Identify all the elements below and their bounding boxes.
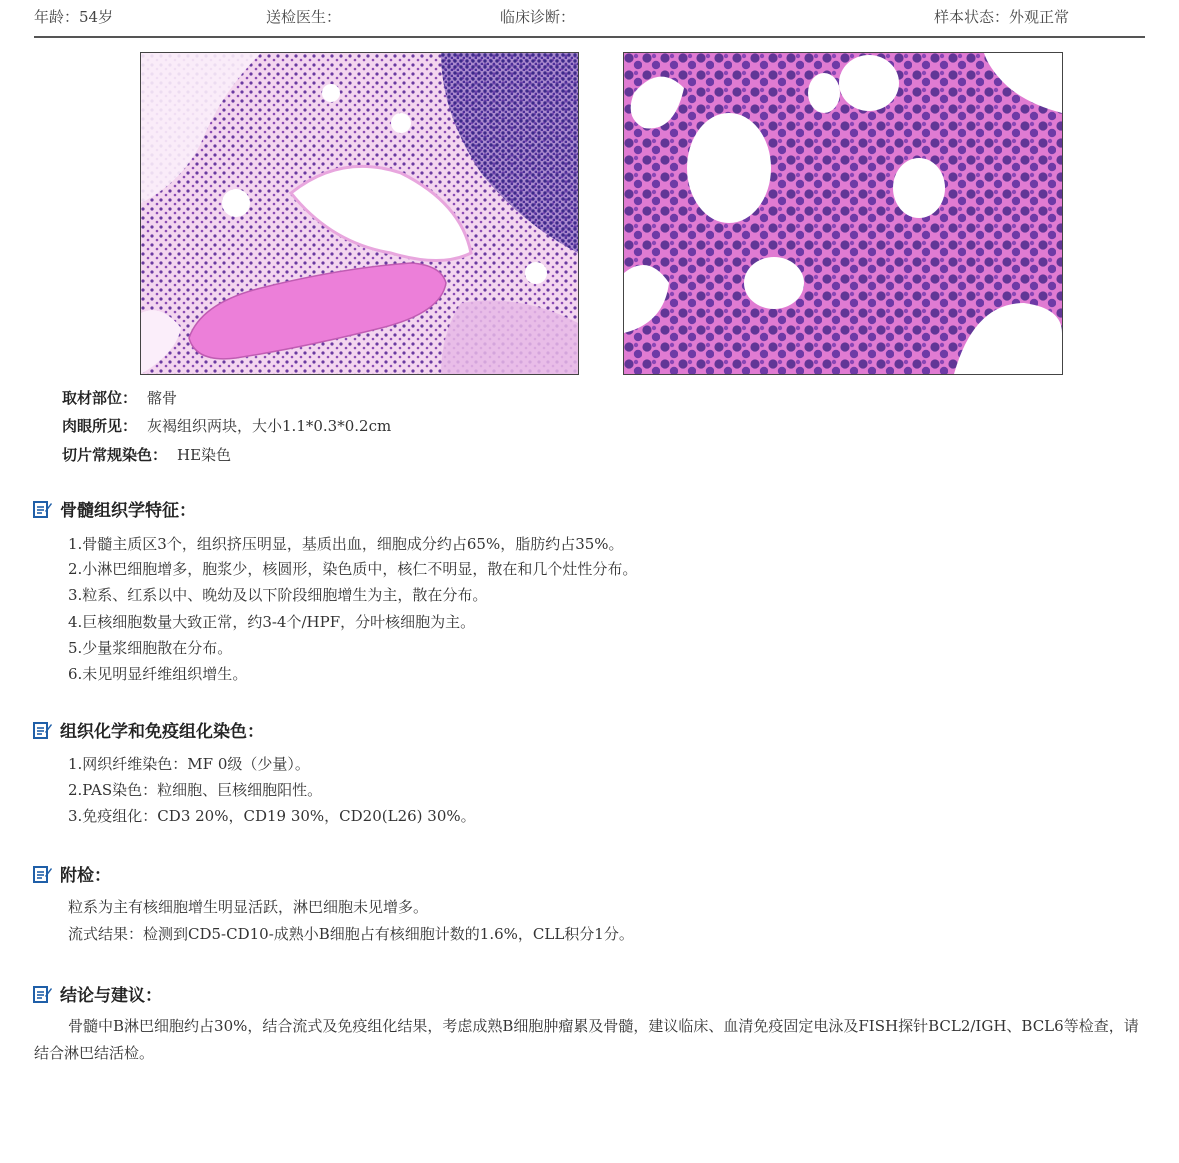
gross-findings-value: 灰褐组织两块，大小1.1*0.3*0.2cm <box>147 417 392 435</box>
bone-marrow-he-low-power-image <box>141 53 578 374</box>
list-item: 1.骨髓主质区3个，组织挤压明显，基质出血，细胞成分约占65%，脂肪约占35%。 <box>68 535 624 553</box>
histology-photo-high-power <box>623 52 1063 375</box>
list-item: 3.粒系、红系以中、晚幼及以下阶段细胞增生为主，散在分布。 <box>68 586 488 604</box>
specimen-site-value: 髂骨 <box>147 389 178 407</box>
specimen-site-label: 取材部位： <box>62 389 138 407</box>
section-conclusion-title: 结论与建议： <box>32 981 162 1006</box>
list-item: 2.小淋巴细胞增多，胞浆少，核圆形，染色质中，核仁不明显，散在和几个灶性分布。 <box>68 560 638 578</box>
list-item: 3.免疫组化：CD3 20%，CD19 30%，CD20(L26) 30%。 <box>68 807 476 825</box>
sample-status: 样本状态：外观正常 <box>933 8 1069 26</box>
list-item: 5.少量浆细胞散在分布。 <box>68 639 233 657</box>
edit-note-icon <box>32 499 52 519</box>
list-item: 2.PAS染色：粒细胞、巨核细胞阳性。 <box>68 781 323 799</box>
edit-note-icon <box>32 720 52 740</box>
bone-marrow-he-high-power-image <box>624 53 1062 374</box>
histology-photo-low-power <box>140 52 579 375</box>
gross-findings-label: 肉眼所见： <box>62 417 138 435</box>
patient-age: 年龄：54岁 <box>34 8 114 26</box>
list-item: 粒系为主有核细胞增生明显活跃，淋巴细胞未见增多。 <box>68 898 429 916</box>
list-item: 流式结果：检测到CD5-CD10-成熟小B细胞占有核细胞计数的1.6%，CLL积分1分。 <box>68 925 634 943</box>
list-item: 4.巨核细胞数量大致正常，约3-4个/HPF，分叶核细胞为主。 <box>68 613 476 631</box>
section-histology-title: 骨髓组织学特征： <box>32 496 196 521</box>
routine-stain-label: 切片常规染色： <box>62 446 168 464</box>
edit-note-icon <box>32 864 52 884</box>
edit-note-icon <box>32 984 52 1004</box>
clinical-diagnosis: 临床诊断： <box>500 8 576 26</box>
specimen-site <box>62 387 177 408</box>
referring-doctor: 送检医生： <box>266 8 342 26</box>
conclusion-text: 骨髓中B淋巴细胞约占30%，结合流式及免疫组化结果，考虑成熟B细胞肿瘤累及骨髓，建议临床、血清免疫固定电泳及FISH探针BCL2/IGH、BCL6等检查，请结合淋巴结活检。 <box>34 1017 1139 1062</box>
report-header <box>34 0 1145 38</box>
list-item: 1.网织纤维染色：MF 0级（少量）。 <box>68 755 310 773</box>
routine-stain <box>62 444 231 465</box>
section-ihc-title: 组织化学和免疫组化染色： <box>32 717 264 742</box>
routine-stain-value: HE染色 <box>177 446 232 464</box>
gross-findings <box>62 415 391 436</box>
list-item: 6.未见明显纤维组织增生。 <box>68 665 248 683</box>
section-additional-title: 附检： <box>32 861 111 886</box>
